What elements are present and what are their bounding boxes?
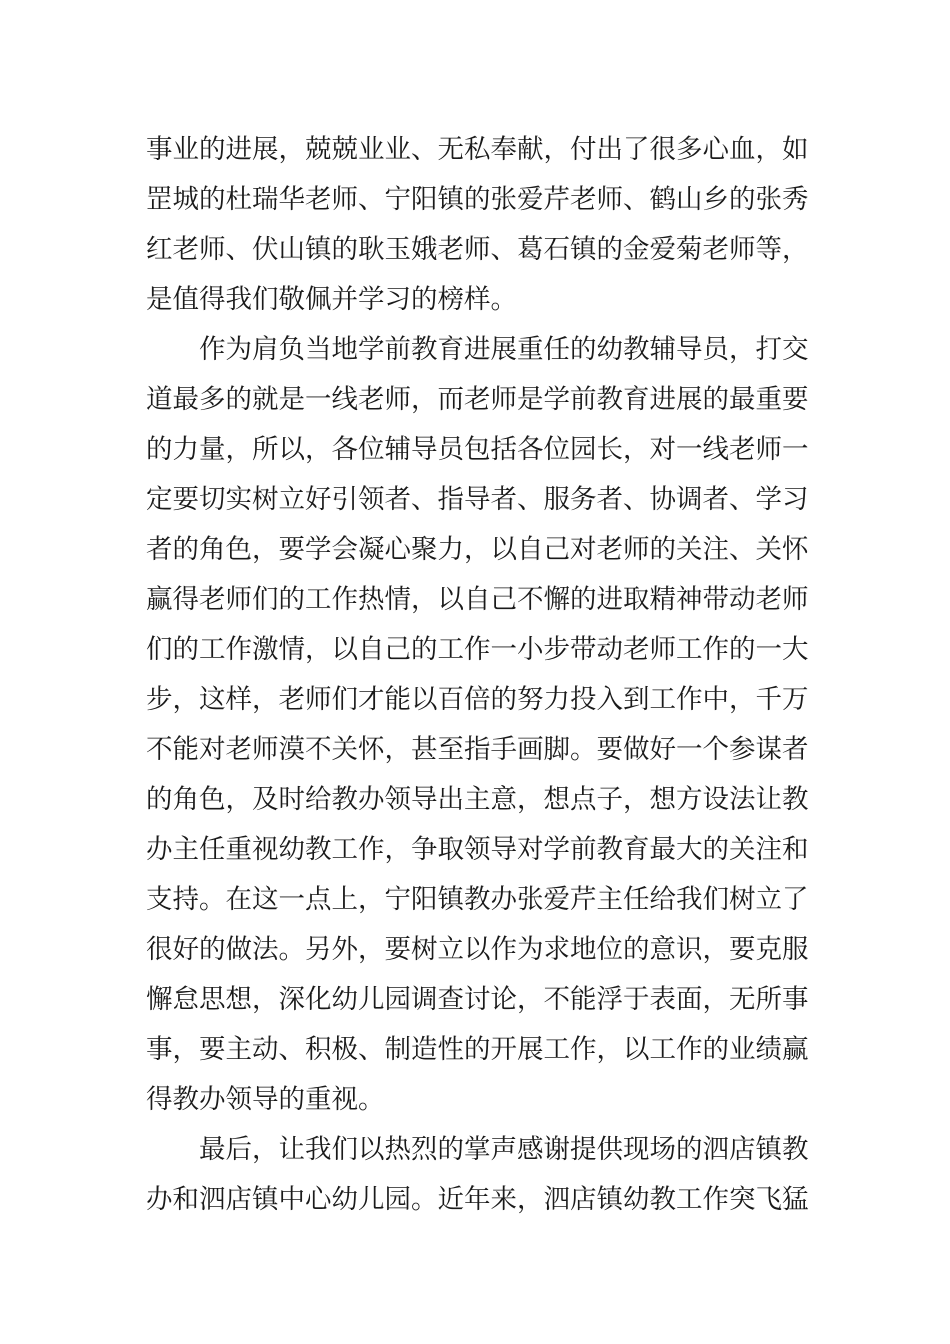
text-line-16: 支持。在这一点上，宁阳镇教办张爱芹主任给我们树立了 [146,884,809,915]
text-line-19: 事，要主动、积极、制造性的开展工作，以工作的业绩赢 [146,1034,809,1065]
text-line-13: 不能对老师漠不关怀，甚至指手画脚。要做好一个参谋者 [146,734,809,765]
text-line-3: 红老师、伏山镇的耿玉娥老师、葛石镇的金爱菊老师等， [146,234,809,265]
text-line-21: 最后，让我们以热烈的掌声感谢提供现场的泗店镇教 [199,1134,809,1165]
text-line-22: 办和泗店镇中心幼儿园。近年来，泗店镇幼教工作突飞猛 [146,1184,809,1215]
text-line-1: 事业的进展，兢兢业业、无私奉献，付出了很多心血，如 [146,134,809,165]
text-line-15: 办主任重视幼教工作，争取领导对学前教育最大的关注和 [146,834,809,865]
text-line-14: 的角色，及时给教办领导出主意，想点子，想方设法让教 [146,784,809,815]
text-line-10: 赢得老师们的工作热情，以自己不懈的进取精神带动老师 [146,584,809,615]
text-line-17: 很好的做法。另外，要树立以作为求地位的意识，要克服 [146,934,809,965]
text-line-8: 定要切实树立好引领者、指导者、服务者、协调者、学习 [146,484,809,515]
text-line-7: 的力量，所以，各位辅导员包括各位园长，对一线老师一 [146,434,809,465]
text-line-18: 懈怠思想，深化幼儿园调查讨论，不能浮于表面，无所事 [146,984,809,1015]
text-line-2: 罡城的杜瑞华老师、宁阳镇的张爱芹老师、鹤山乡的张秀 [146,184,809,215]
text-line-5: 作为肩负当地学前教育进展重任的幼教辅导员，打交 [199,334,809,365]
text-line-11: 们的工作激情，以自己的工作一小步带动老师工作的一大 [146,634,809,665]
text-line-4: 是值得我们敬佩并学习的榜样。 [146,284,517,315]
text-line-6: 道最多的就是一线老师，而老师是学前教育进展的最重要 [146,384,809,415]
text-line-9: 者的角色，要学会凝心聚力，以自己对老师的关注、关怀 [146,534,809,565]
text-line-12: 步，这样，老师们才能以百倍的努力投入到工作中，千万 [146,684,809,715]
text-line-20: 得教办领导的重视。 [146,1084,385,1115]
